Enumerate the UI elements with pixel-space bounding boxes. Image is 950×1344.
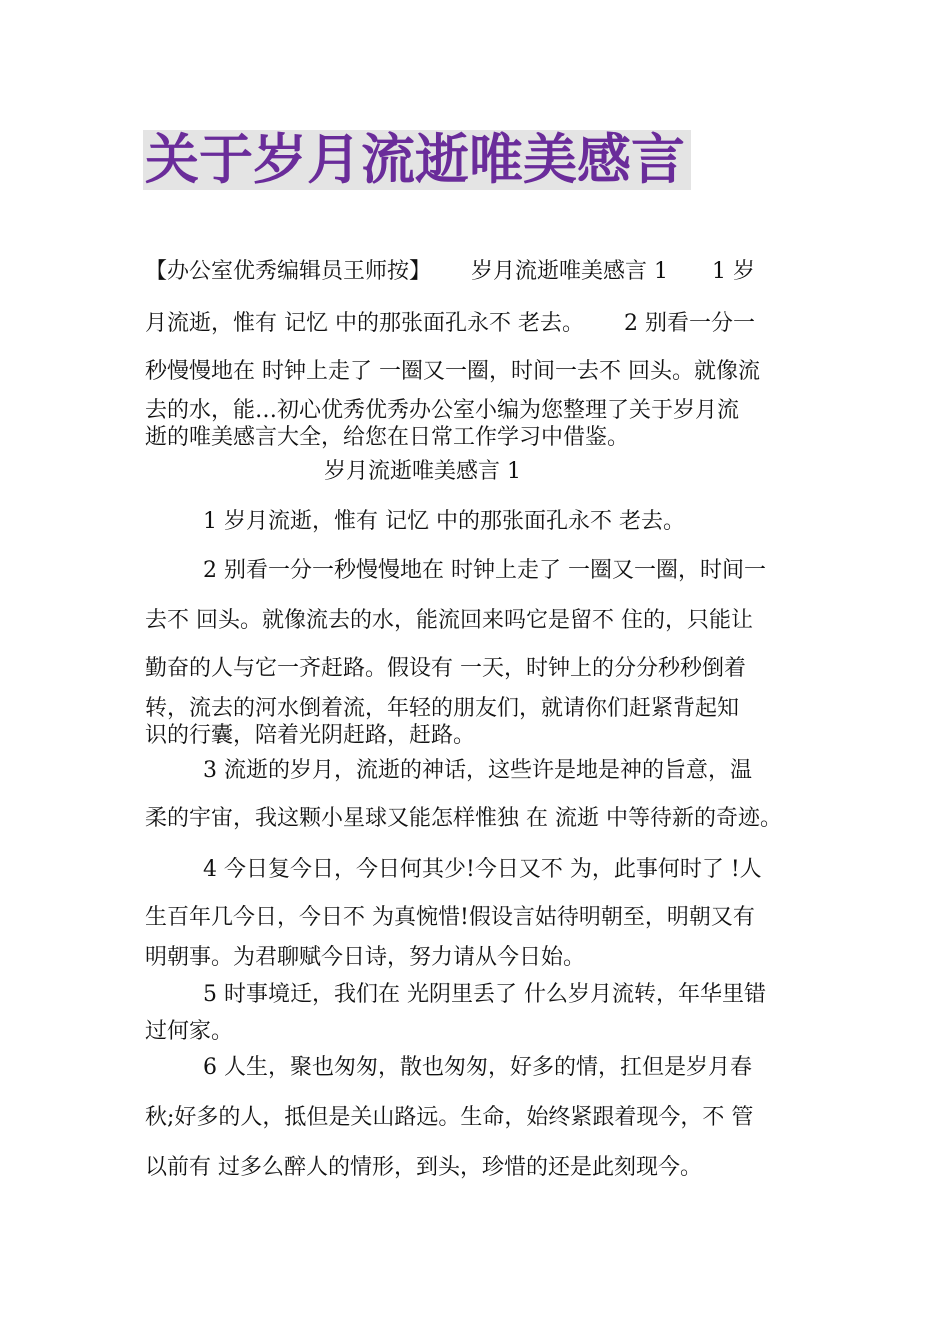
text-line: 过何家。 [145,1019,234,1044]
text-line: 月流逝，惟有 记忆 中的那张面孔永不 老去。 2 别看一分一 [145,311,755,336]
text-line: 去不 回头。就像流去的水，能流回来吗它是留不 住的，只能让 [145,608,753,633]
section-heading: 岁月流逝唯美感言 1 [324,459,521,484]
text-line: 3 流逝的岁月，流逝的神话，这些许是地是神的旨意，温 [203,758,752,783]
text-line: 生百年几今日，今日不 为真惋惜!假设言姑待明朝至，明朝又有 [145,905,755,930]
page-title: 关于岁月流逝唯美感言 [145,128,685,191]
text-line: 柔的宇宙，我这颗小星球又能怎样惟独 在 流逝 中等待新的奇迹。 [145,806,782,831]
text-line: 勤奋的人与它一齐赶路。假设有 一天，时钟上的分分秒秒倒着 [145,656,746,681]
title-block [143,130,691,190]
text-line: 秒慢慢地在 时钟上走了 一圈又一圈，时间一去不 回头。就像流 [145,359,760,384]
text-line: 【办公室优秀编辑员王师按】 岁月流逝唯美感言 1 1 岁 [145,259,755,284]
text-line: 4 今日复今日，今日何其少!今日又不 为，此事何时了 !人 [203,857,762,882]
text-line: 去的水，能…初心优秀优秀办公室小编为您整理了关于岁月流 [145,398,740,423]
text-line: 以前有 过多么醉人的情形，到头，珍惜的还是此刻现今。 [145,1155,702,1180]
text-line: 1 岁月流逝，惟有 记忆 中的那张面孔永不 老去。 [203,509,685,534]
text-line: 秋;好多的人，抵但是关山路远。生命，始终紧跟着现今，不 管 [145,1105,754,1130]
text-line: 6 人生，聚也匆匆，散也匆匆，好多的情，扛但是岁月春 [203,1055,752,1080]
text-line: 明朝事。为君聊赋今日诗，努力请从今日始。 [145,945,586,970]
text-line: 识的行囊，陪着光阴赶路，赶路。 [145,723,476,748]
text-line: 2 别看一分一秒慢慢地在 时钟上走了 一圈又一圈，时间一 [203,558,766,583]
text-line: 5 时事境迁，我们在 光阴里丢了 什么岁月流转，年华里错 [203,982,766,1007]
text-line: 逝的唯美感言大全，给您在日常工作学习中借鉴。 [145,425,630,450]
text-line: 转，流去的河水倒着流，年轻的朋友们，就请你们赶紧背起知 [145,696,740,721]
